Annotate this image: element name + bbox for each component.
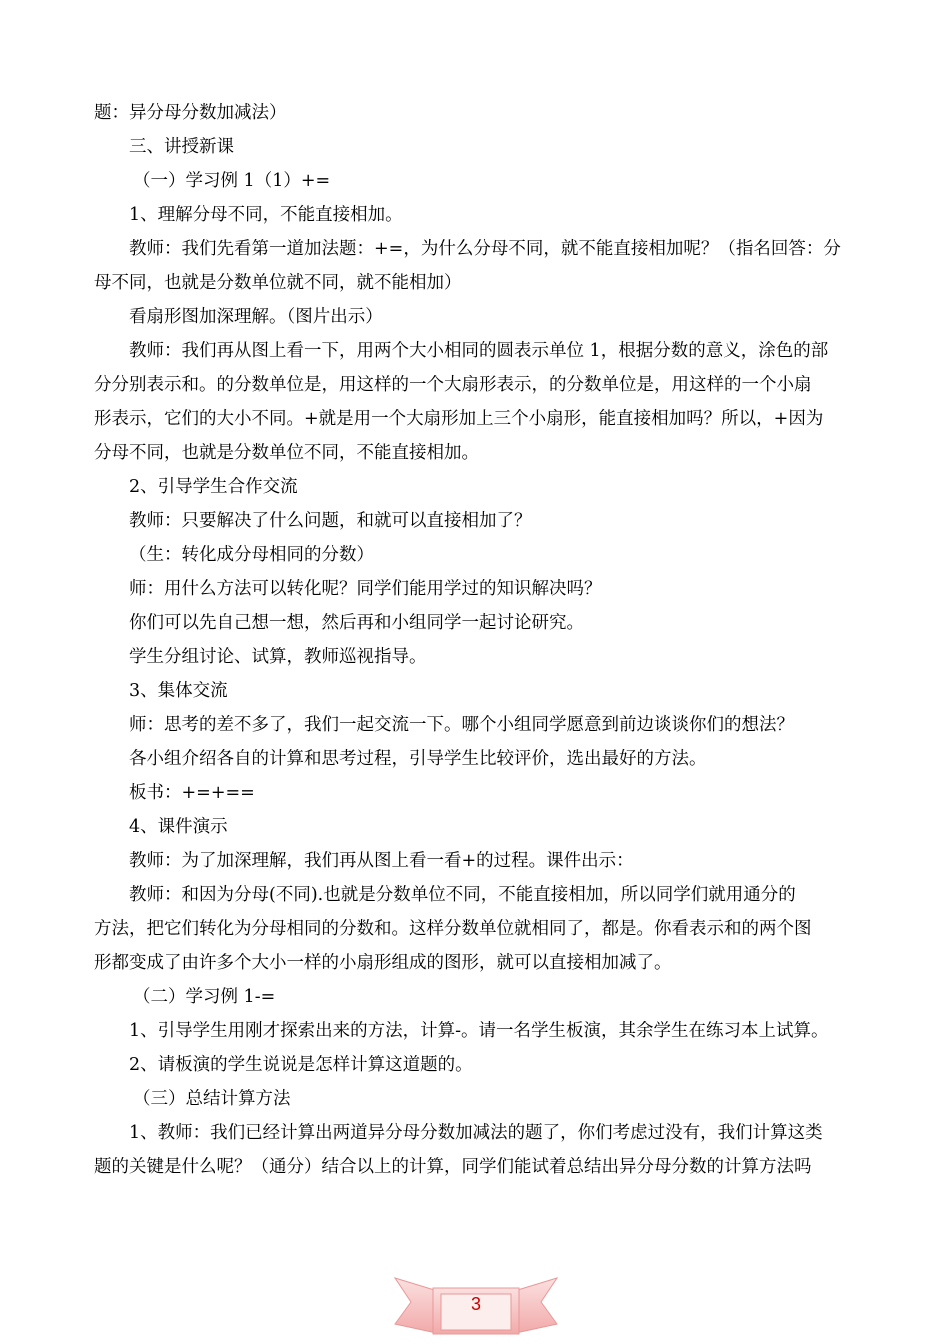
text-line: 题：异分母分数加减法） bbox=[94, 103, 287, 123]
text-line: 方法，把它们转化为分母相同的分数和。这样分数单位就相同了，都是。你看表示和的两个图 bbox=[94, 919, 812, 939]
text-line: 教师：我们再从图上看一下，用两个大小相同的圆表示单位 1，根据分数的意义，涂色的部 bbox=[129, 341, 829, 361]
text-line: 教师：我们先看第一道加法题：+=，为什么分母不同，就不能直接相加呢？（指名回答：分 bbox=[129, 239, 841, 259]
text-line: 板书：+=+== bbox=[129, 783, 255, 803]
text-line: 师：用什么方法可以转化呢？同学们能用学过的知识解决吗？ bbox=[129, 579, 602, 599]
text-line: 题的关键是什么呢？（通分）结合以上的计算，同学们能试着总结出异分母分数的计算方法吗 bbox=[94, 1157, 812, 1177]
subsection-heading: （三）总结计算方法 bbox=[133, 1089, 291, 1109]
text-line: 1、理解分母不同，不能直接相加。 bbox=[129, 205, 403, 225]
text-line: 你们可以先自己想一想，然后再和小组同学一起讨论研究。 bbox=[129, 613, 584, 633]
text-line: 2、请板演的学生说说是怎样计算这道题的。 bbox=[129, 1055, 473, 1075]
text-line: 看扇形图加深理解。（图片出示） bbox=[129, 307, 383, 327]
subsection-heading: （一）学习例 1（1）+= bbox=[133, 171, 331, 191]
document-body bbox=[94, 96, 862, 1184]
text-line: 教师：和因为分母(不同).也就是分数单位不同，不能直接相加，所以同学们就用通分的 bbox=[129, 885, 796, 905]
text-line: 各小组介绍各自的计算和思考过程，引导学生比较评价，选出最好的方法。 bbox=[129, 749, 707, 769]
text-line: 教师：为了加深理解，我们再从图上看一看+的过程。课件出示： bbox=[129, 851, 634, 871]
text-line: 教师：只要解决了什么问题，和就可以直接相加了？ bbox=[129, 511, 532, 531]
text-line: 学生分组讨论、试算，教师巡视指导。 bbox=[129, 647, 427, 667]
text-line: 师：思考的差不多了，我们一起交流一下。哪个小组同学愿意到前边谈谈你们的想法？ bbox=[129, 715, 794, 735]
text-line: （生：转化成分母相同的分数） bbox=[129, 545, 374, 565]
text-line: 4、课件演示 bbox=[129, 817, 228, 837]
text-line: 2、引导学生合作交流 bbox=[129, 477, 298, 497]
text-line: 母不同，也就是分数单位就不同，就不能相加） bbox=[94, 273, 462, 293]
text-line: 1、教师：我们已经计算出两道异分母分数加减法的题了，你们考虑过没有，我们计算这类 bbox=[129, 1123, 823, 1143]
text-line: 形都变成了由许多个大小一样的小扇形组成的图形，就可以直接相加减了。 bbox=[94, 953, 672, 973]
page-footer bbox=[0, 1272, 950, 1344]
text-line: 1、引导学生用刚才探索出来的方法，计算-。请一名学生板演，其余学生在练习本上试算。 bbox=[129, 1021, 829, 1041]
text-line: 分母不同，也就是分数单位不同，不能直接相加。 bbox=[94, 443, 479, 463]
section-heading: 三、讲授新课 bbox=[129, 137, 234, 157]
text-line: 分分别表示和。的分数单位是，用这样的一个大扇形表示，的分数单位是，用这样的一个小扇 bbox=[94, 375, 812, 395]
text-line: 形表示，它们的大小不同。+就是用一个大扇形加上三个小扇形，能直接相加吗？所以，+因为 bbox=[94, 409, 824, 429]
text-line: 3、集体交流 bbox=[129, 681, 228, 701]
subsection-heading: （二）学习例 1-= bbox=[133, 987, 276, 1007]
page-number: 3 bbox=[470, 1294, 481, 1314]
